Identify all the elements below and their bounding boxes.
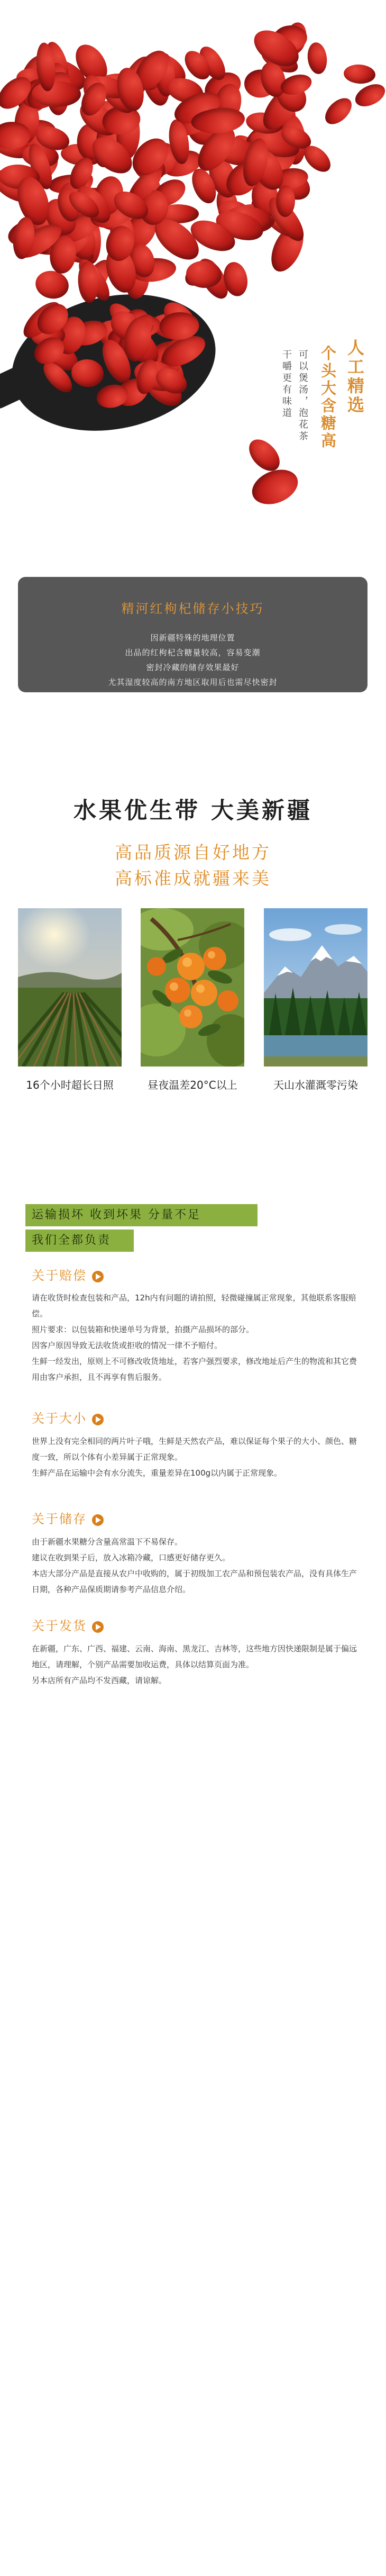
hero-tagline-2: 个头大含糖高 (319, 345, 337, 450)
paragraph: 本店大部分产品是直接从农户中收购的，属于初级加工农产品和预包装农产品，没有具体生产日期，各种产品保质期请参考产品信息介绍。 (32, 1569, 357, 1594)
hero-tagline-4: 干嚼更有味道 (281, 349, 292, 419)
arrow-right-icon (92, 1414, 104, 1425)
notice-banner-line-2: 我们全都负责 (25, 1230, 134, 1252)
section-title-text: 关于赔偿 (32, 1268, 87, 1283)
goji-berry (320, 93, 356, 129)
goji-berry (32, 80, 81, 107)
shipping-text (32, 1641, 360, 1688)
goji-berry (306, 41, 328, 75)
hero-tagline-3: 可以煲汤，泡花茶 (297, 349, 308, 442)
slogan-subtitle-2: 高标准成就疆来美 (115, 868, 271, 889)
section-title-storage (32, 1508, 104, 1527)
feature-caption-water: 天山水灌溉零污染 (273, 1079, 358, 1091)
section-title-text: 关于发货 (32, 1619, 87, 1633)
section-title-text: 关于储存 (32, 1512, 87, 1526)
paragraph: 生鲜产品在运输中会有水分流失，重量差异在100g以内属于正常现象。 (32, 1468, 282, 1478)
arrow-right-icon (92, 1271, 104, 1282)
paragraph: 世界上没有完全相同的两片叶子哦，生鲜是天然农产品，难以保证每个果子的大小、颜色、糖度一致，所以个体有小差异属于正常现象。 (32, 1436, 357, 1462)
section-title-text: 关于大小 (32, 1411, 87, 1426)
paragraph: 因客户原因导致无法收货或拒收的情况一律不予赔付。 (32, 1341, 223, 1350)
section-title-shipping (32, 1615, 104, 1634)
paragraph: 照片要求：以包装箱和快递单号为背景，拍摄产品损坏的部分。 (32, 1325, 254, 1334)
hero-tagline-1: 人工精选 (345, 339, 365, 415)
feature-caption-sunshine: 16个小时超长日照 (26, 1079, 114, 1091)
paragraph: 建议在收到果子后，放入冰箱冷藏，口感更好储存更久。 (32, 1553, 231, 1562)
goji-berry (352, 80, 386, 111)
tip-line: 出品的红枸杞含糖量较高，容易变潮 (125, 648, 261, 657)
arrow-right-icon (92, 1621, 104, 1633)
storage-text (32, 1534, 360, 1597)
feature-caption-temperature: 昼夜温差20°C以上 (148, 1079, 237, 1091)
tianshan-mountain-photo (264, 908, 367, 1066)
arrow-right-icon (92, 1514, 104, 1526)
size-text (32, 1433, 360, 1481)
goji-berry (33, 268, 71, 302)
slogan-title: 水果优生带 大美新疆 (73, 798, 313, 824)
hero-banner (0, 0, 386, 572)
paragraph: 请在收货时检查包装和产品，12h内有问题的请拍照，轻微碰撞属正常现象，其他联系客服赔偿。 (32, 1293, 356, 1318)
goji-berry (247, 463, 303, 510)
section-title-compensation (32, 1265, 104, 1284)
vineyard-sunshine-photo (18, 908, 122, 1066)
paragraph: 另本店所有产品均不发西藏，请谅解。 (32, 1676, 167, 1685)
compensation-text (32, 1290, 360, 1385)
storage-tips-title: 精河红枸杞储存小技巧 (121, 601, 264, 616)
tip-line: 密封冷藏的储存效果最好 (146, 663, 240, 672)
notice-banner-line-1: 运输损坏 收到坏果 分量不足 (25, 1204, 258, 1226)
slogan-subtitle-1: 高品质源自好地方 (115, 842, 271, 863)
storage-tips-card (18, 577, 367, 692)
section-title-size (32, 1408, 104, 1426)
paragraph: 在新疆，广东、广西、福建、云南、海南、黑龙江、吉林等，这些地方因快递限制是属于偏远地区，请理解，个别产品需要加收运费，具体以结算页面为准。 (32, 1644, 357, 1669)
paragraph: 生鲜一经发出，原则上不可修改收货地址，若客户强烈要求，修改地址后产生的物流和其它费用由客户承担，且不再享有售后服务。 (32, 1357, 357, 1382)
tip-line: 因新疆特殊的地理位置 (150, 633, 235, 643)
apricot-tree-photo (141, 908, 244, 1066)
goji-berry (343, 64, 376, 85)
tip-line: 尤其湿度较高的南方地区取用后也需尽快密封 (108, 677, 278, 687)
paragraph: 由于新疆水果糖分含量高常温下不易保存。 (32, 1537, 183, 1547)
